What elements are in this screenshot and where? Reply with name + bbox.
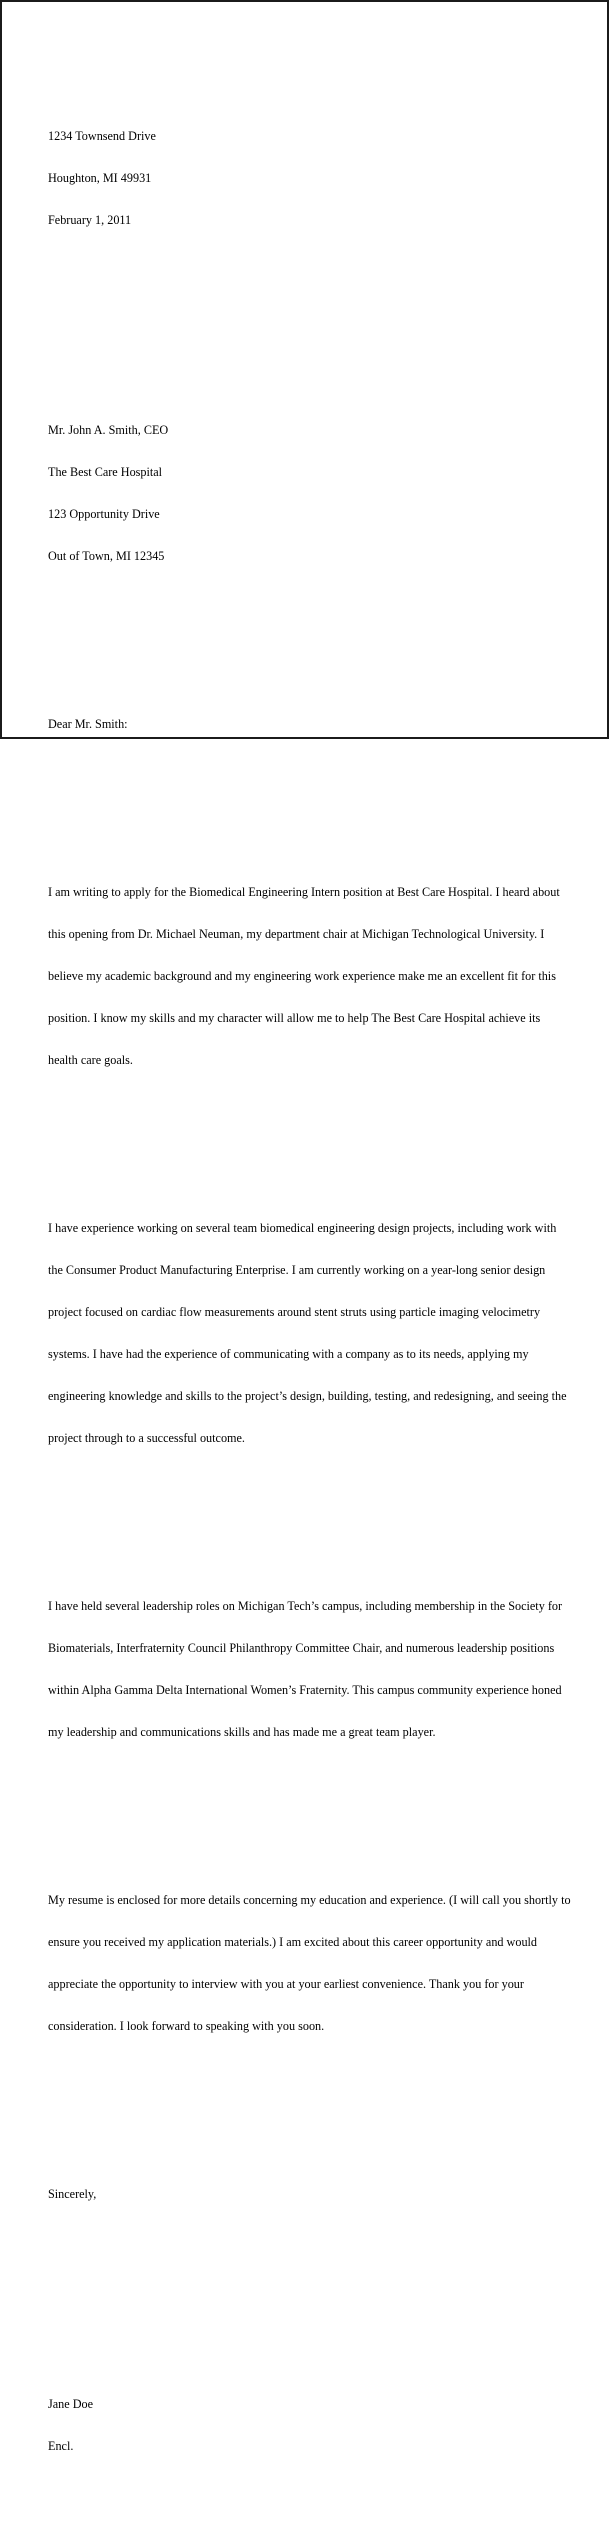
paragraph-line: project through to a successful outcome. — [48, 1431, 245, 1445]
recipient-city: Out of Town, MI 12345 — [48, 549, 165, 563]
paragraph-line: My resume is enclosed for more details concerning my education and experience. (I will call you shortly to — [48, 1893, 571, 1907]
paragraph-line: appreciate the opportunity to interview with you at your earliest convenience. Thank you for your — [48, 1977, 524, 1991]
paragraph-line: within Alpha Gamma Delta International Women’s Fraternity. This campus community experience honed — [48, 1683, 562, 1697]
paragraph-line: I have experience working on several team biomedical engineering design projects, including work with — [48, 1221, 557, 1235]
recipient-address — [48, 395, 580, 591]
enclosure-note: Encl. — [48, 2439, 74, 2453]
paragraph-line: I am writing to apply for the Biomedical Engineering Intern position at Best Care Hospital. I heard about — [48, 885, 560, 899]
sender-city: Houghton, MI 49931 — [48, 171, 152, 185]
paragraph-line: believe my academic background and my engineering work experience make me an excellent fit for this — [48, 969, 556, 983]
letter-date: February 1, 2011 — [48, 213, 132, 227]
paragraph-line: Biomaterials, Interfraternity Council Philanthropy Committee Chair, and numerous leadership positions — [48, 1641, 555, 1655]
paragraph-line: I have held several leadership roles on Michigan Tech’s campus, including membership in the Society for — [48, 1599, 563, 1613]
recipient-name: Mr. John A. Smith, CEO — [48, 423, 169, 437]
paragraph-intro — [48, 857, 580, 1095]
salutation — [48, 689, 580, 759]
salutation-text: Dear Mr. Smith: — [48, 717, 128, 731]
paragraph-line: project focused on cardiac flow measurements around stent struts using particle imaging velocimetry — [48, 1305, 541, 1319]
signer-name: Jane Doe — [48, 2397, 94, 2411]
signature-block — [48, 2369, 580, 2481]
paragraph-line: engineering knowledge and skills to the project’s design, building, testing, and redesigning, and seeing the — [48, 1389, 567, 1403]
paragraph-line: this opening from Dr. Michael Neuman, my department chair at Michigan Technological University. I — [48, 927, 545, 941]
signature-space — [48, 2271, 580, 2327]
paragraph-line: ensure you received my application materials.) I am excited about this career opportunity and would — [48, 1935, 538, 1949]
paragraph-line: position. I know my skills and my character will allow me to help The Best Care Hospital achieve its — [48, 1011, 541, 1025]
letter-body — [48, 59, 580, 2523]
paragraph-line: consideration. I look forward to speaking with you soon. — [48, 2019, 325, 2033]
sender-street: 1234 Townsend Drive — [48, 129, 156, 143]
paragraph-line: my leadership and communications skills and has made me a great team player. — [48, 1725, 436, 1739]
paragraph-line: systems. I have had the experience of communicating with a company as to its needs, applying my — [48, 1347, 529, 1361]
paragraph-closing — [48, 1865, 580, 2061]
paragraph-line: the Consumer Product Manufacturing Enterprise. I am currently working on a year-long senior design — [48, 1263, 546, 1277]
closing-text: Sincerely, — [48, 2187, 97, 2201]
sender-address — [48, 101, 580, 255]
closing — [48, 2159, 580, 2229]
recipient-organization: The Best Care Hospital — [48, 465, 163, 479]
paragraph-line: health care goals. — [48, 1053, 133, 1067]
recipient-street: 123 Opportunity Drive — [48, 507, 160, 521]
paragraph-leadership — [48, 1571, 580, 1767]
paragraph-experience — [48, 1193, 580, 1473]
